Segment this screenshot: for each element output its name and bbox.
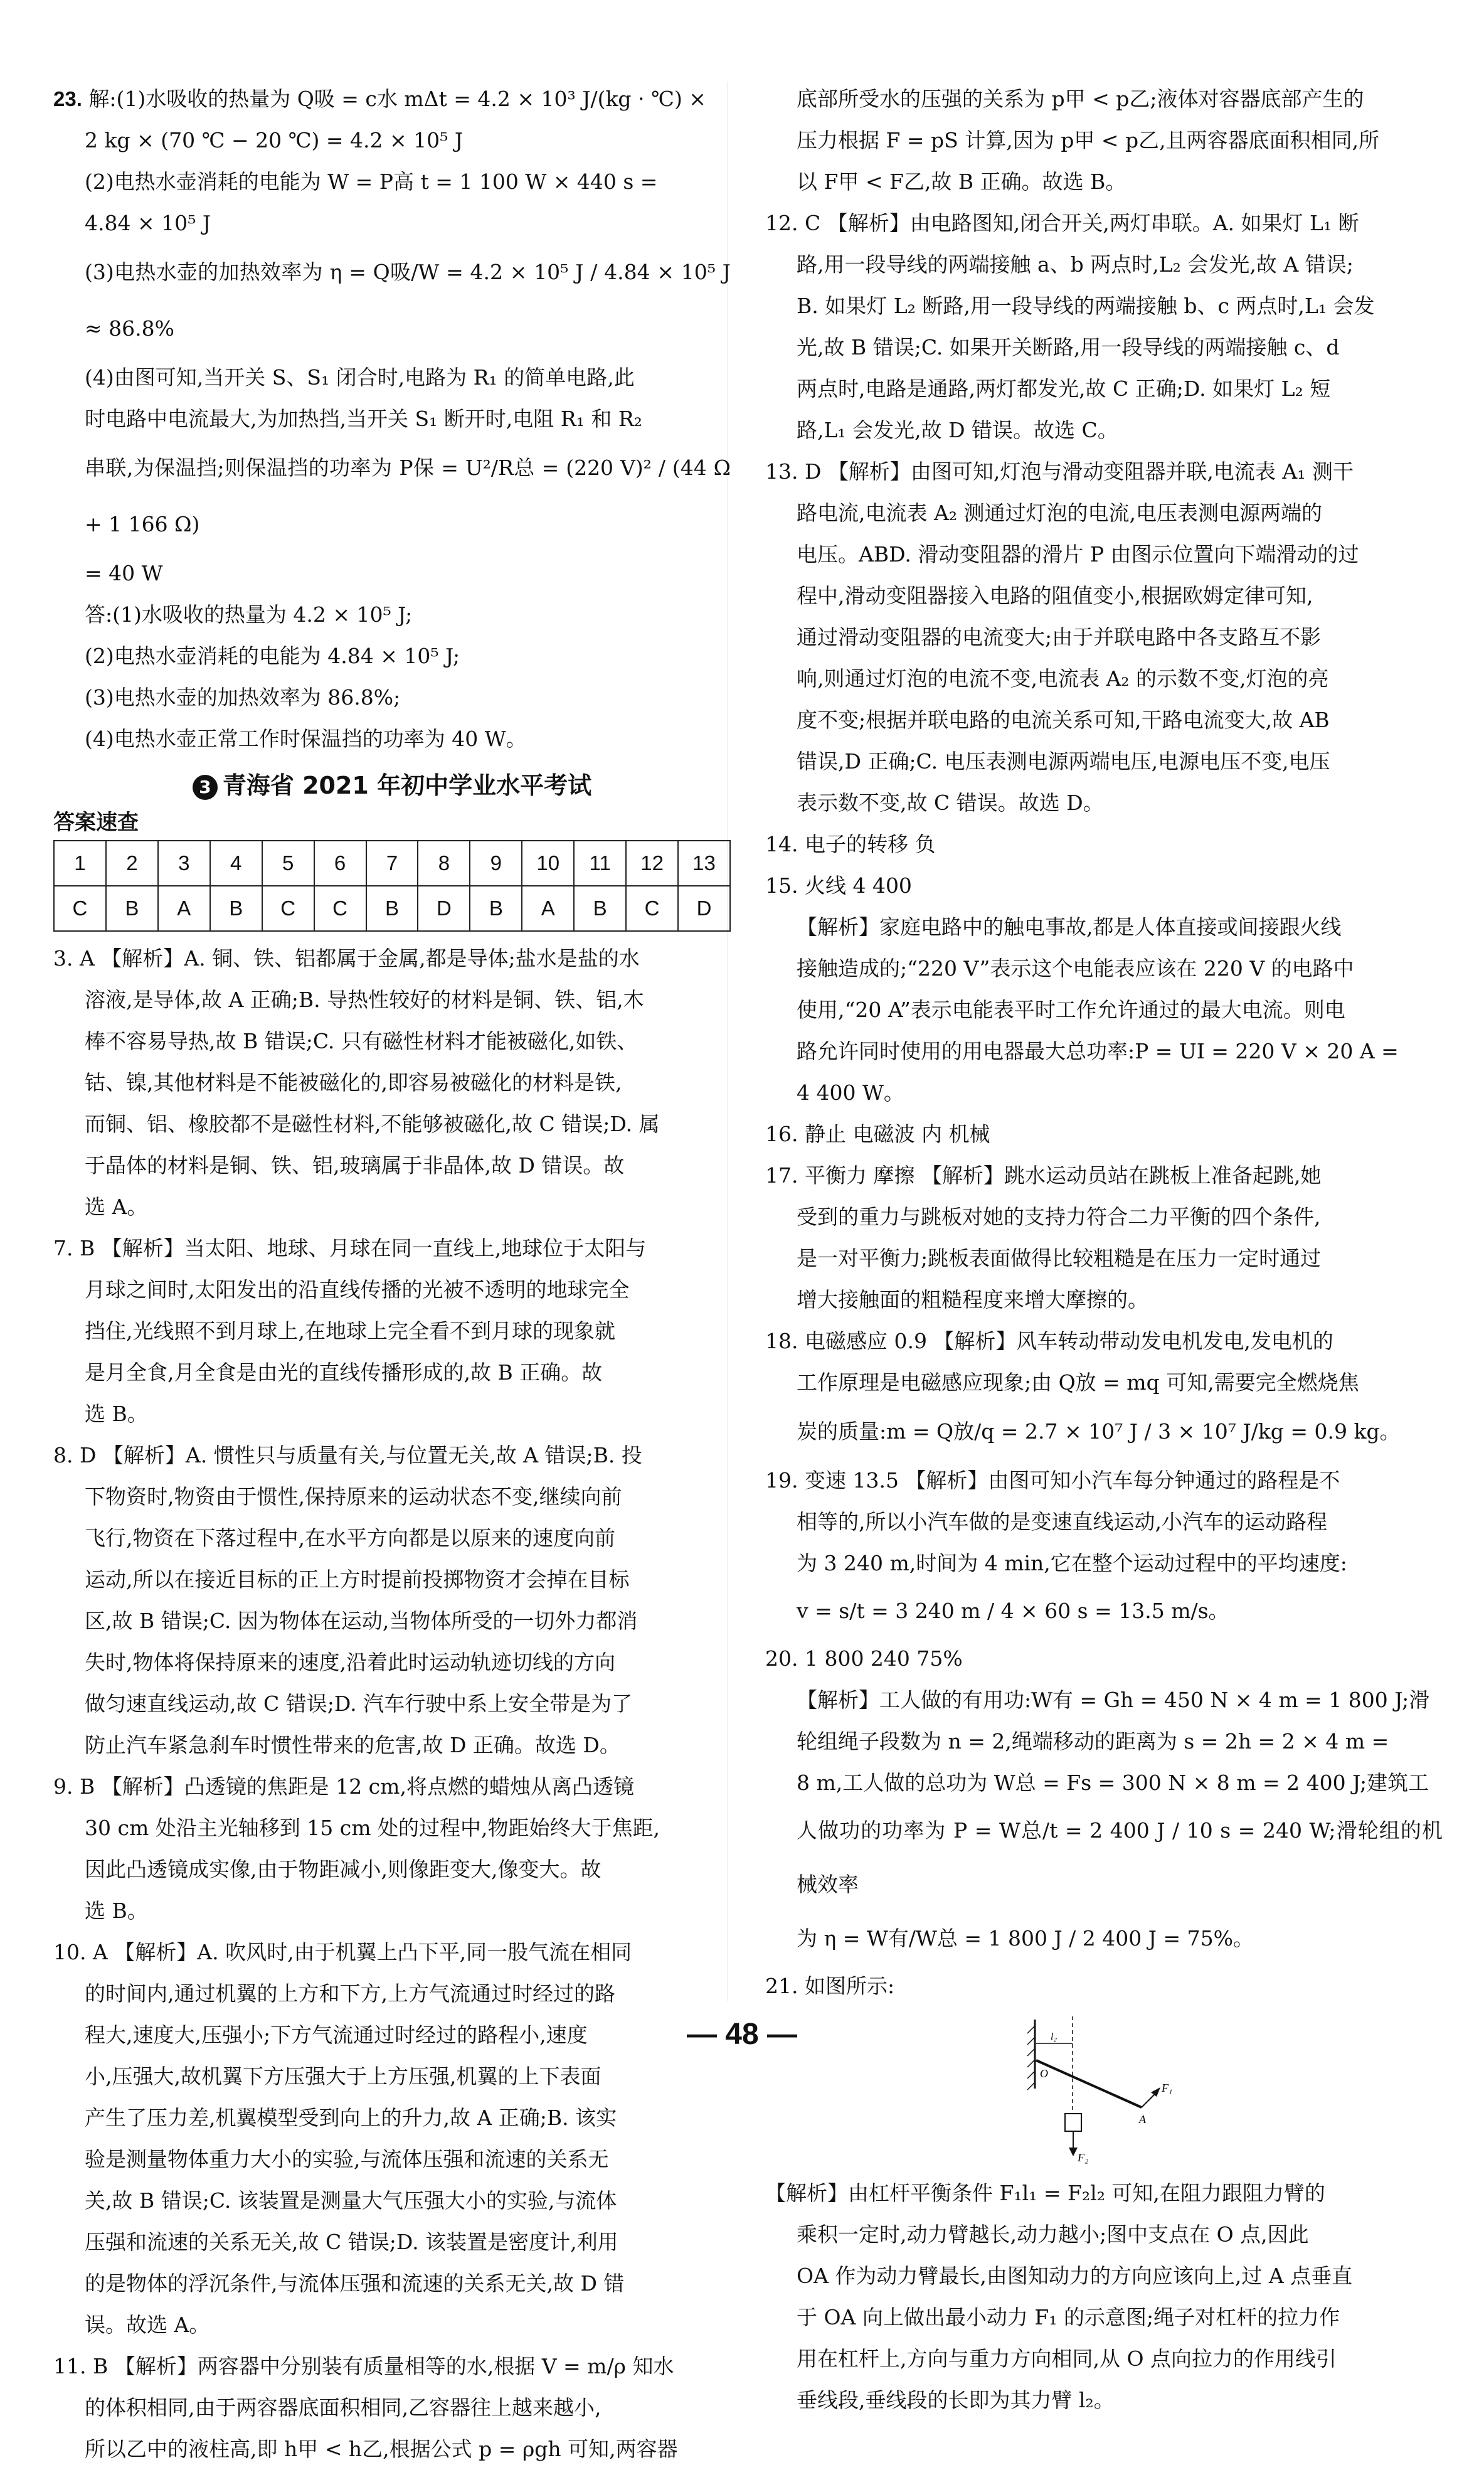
table-cell: B <box>106 886 158 931</box>
text-line: 验是测量物体重力大小的实验,与流体压强和流速的关系无 <box>85 2147 609 2171</box>
table-cell: C <box>626 886 678 931</box>
force-f2-arrowhead <box>1069 2148 1078 2156</box>
text-line: 路允许同时使用的用电器最大总功率:P = UI = 220 V × 20 A = <box>797 1039 1399 1063</box>
answer-23 <box>53 78 731 760</box>
text-line: 20. 1 800 240 75% <box>765 1646 963 1671</box>
text-line: 增大接触面的粗糙程度来增大摩擦的。 <box>797 1287 1148 1312</box>
table-cell: 1 <box>54 841 106 886</box>
text-line: 关,故 B 错误;C. 该装置是测量大气压强大小的实验,与流体 <box>85 2188 617 2213</box>
text-line: 于 OA 向上做出最小动力 F₁ 的示意图;绳子对杠杆的拉力作 <box>797 2305 1340 2329</box>
answer-18 <box>765 1321 1443 1460</box>
text-line: 选 B。 <box>85 1402 148 1426</box>
text-line: 电压。ABD. 滑动变阻器的滑片 P 由图示位置向下端滑动的过 <box>797 542 1359 567</box>
answer-9 <box>53 1766 731 1932</box>
text-line: 30 cm 处沿主光轴移到 15 cm 处的过程中,物距始终大于焦距, <box>85 1816 660 1840</box>
text-line: OA 作为动力臂最长,由图知动力的方向应该向上,过 A 点垂直 <box>797 2264 1353 2288</box>
text-line: 棒不容易导热,故 B 错误;C. 只有磁性材料才能被磁化,如铁、 <box>85 1029 638 1053</box>
text-line: = 40 W <box>85 561 163 585</box>
text-line: 工作原理是电磁感应现象;由 Q放 = mq 可知,需要完全燃烧焦 <box>797 1370 1359 1395</box>
text-line: (3)电热水壶的加热效率为 86.8%; <box>85 685 401 710</box>
text-line: 错误,D 正确;C. 电压表测电源两端电压,电源电压不变,电压 <box>797 749 1330 774</box>
text-line: (4)由图可知,当开关 S、S₁ 闭合时,电路为 R₁ 的简单电路,此 <box>85 365 635 390</box>
text-line: 串联,为保温挡;则保温挡的功率为 P保 = U²/R总 = (220 V)² / (44 Ω + 1 166 Ω) <box>85 455 731 536</box>
text-line: 用在杠杆上,方向与重力方向相同,从 O 点向拉力的作用线引 <box>797 2346 1337 2371</box>
table-cell: B <box>574 886 626 931</box>
text-line: 产生了压力差,机翼模型受到向上的升力,故 A 正确;B. 该实 <box>85 2105 617 2130</box>
table-cell: C <box>314 886 366 931</box>
text-line: 9. B 【解析】凸透镜的焦距是 12 cm,将点燃的蜡烛从离凸透镜 <box>53 1774 634 1799</box>
text-line: 15. 火线 4 400 <box>765 873 912 898</box>
text-line: 下物资时,物资由于惯性,保持原来的运动状态不变,继续向前 <box>85 1484 622 1509</box>
text-line: 7. B 【解析】当太阳、地球、月球在同一直线上,地球位于太阳与 <box>53 1236 647 1260</box>
arm-l2-label: l₂ <box>1051 2031 1057 2042</box>
text-line: 月球之间时,太阳发出的沿直线传播的光被不透明的地球完全 <box>85 1277 630 1302</box>
answer-8 <box>53 1435 731 1766</box>
text-line: 【解析】工人做的有用功:W有 = Gh = 450 N × 4 m = 1 800 J;滑 <box>797 1688 1430 1712</box>
text-line: 通过滑动变阻器的电流变大;由于并联电路中各支路互不影 <box>797 625 1322 649</box>
text-line: 路,L₁ 会发光,故 D 错误。故选 C。 <box>797 418 1118 442</box>
table-cell: 13 <box>678 841 730 886</box>
text-line: 防止汽车紧急刹车时惯性带来的危害,故 D 正确。故选 D。 <box>85 1733 620 1757</box>
text-line: 相等的,所以小汽车做的是变速直线运动,小汽车的运动路程 <box>797 1509 1327 1534</box>
text-line: 钴、镍,其他材料是不能被磁化的,即容易被磁化的材料是铁, <box>85 1070 622 1095</box>
text-line: 人做功的功率为 P = W总/t = 2 400 J / 10 s = 240 W;滑轮组的机械效率 <box>797 1818 1443 1897</box>
table-cell: 5 <box>262 841 314 886</box>
table-cell: 11 <box>574 841 626 886</box>
text-line: 8. D 【解析】A. 惯性只与质量有关,与位置无关,故 A 错误;B. 投 <box>53 1443 642 1467</box>
text-line: 两点时,电路是通路,两灯都发光,故 C 正确;D. 如果灯 L₂ 短 <box>797 376 1331 401</box>
answer-11-continued <box>765 78 1443 203</box>
text-line: 2 kg × (70 ℃ − 20 ℃) = 4.2 × 10⁵ J <box>85 128 464 152</box>
text-line: 时电路中电流最大,为加热挡,当开关 S₁ 断开时,电阻 R₁ 和 R₂ <box>85 407 642 431</box>
text-line: 13. D 【解析】由图可知,灯泡与滑动变阻器并联,电流表 A₁ 测干 <box>765 459 1354 484</box>
text-line: 压强和流速的关系无关,故 C 错误;D. 该装置是密度计,利用 <box>85 2230 618 2254</box>
answer-21-analysis <box>765 2173 1443 2421</box>
text-line: 响,则通过灯泡的电流不变,电流表 A₂ 的示数不变,灯泡的亮 <box>797 666 1329 691</box>
text-line: (2)电热水壶消耗的电能为 W = P高 t = 1 100 W × 440 s = <box>85 169 658 194</box>
text-line: (4)电热水壶正常工作时保温挡的功率为 40 W。 <box>85 727 527 751</box>
weight-block <box>1065 2114 1081 2131</box>
text-line: 10. A 【解析】A. 吹风时,由于机翼上凸下平,同一股气流在相同 <box>53 1940 632 1964</box>
answer-7 <box>53 1228 731 1435</box>
table-cell: B <box>470 886 522 931</box>
question-number: 23. <box>53 87 82 110</box>
text-line: 3. A 【解析】A. 铜、铁、铝都属于金属,都是导体;盐水是盐的水 <box>53 946 640 971</box>
text-line: 飞行,物资在下落过程中,在水平方向都是以原来的速度向前 <box>85 1526 615 1550</box>
table-cell: 2 <box>106 841 158 886</box>
table-cell: 10 <box>522 841 574 886</box>
text-line: 于晶体的材料是铜、铁、铝,玻璃属于非晶体,故 D 错误。故 <box>85 1153 625 1178</box>
text-line: 底部所受水的压强的关系为 p甲 < p乙;液体对容器底部产生的 <box>797 87 1364 111</box>
text-line: 失时,物体将保持原来的速度,沿着此时运动轨迹切线的方向 <box>85 1650 615 1674</box>
table-cell: 4 <box>210 841 262 886</box>
text-line: 而铜、铝、橡胶都不是磁性材料,不能够被磁化,故 C 错误;D. 属 <box>85 1112 660 1136</box>
text-line: 误。故选 A。 <box>85 2313 210 2337</box>
text-line: 小,压强大,故机翼下方压强大于上方压强,机翼的上下表面 <box>85 2064 602 2089</box>
text-line: 轮组绳子段数为 n = 2,绳端移动的距离为 s = 2h = 2 × 4 m = <box>797 1729 1389 1754</box>
section-number-badge: 3 <box>193 775 218 800</box>
text-line: 19. 变速 13.5 【解析】由图可知小汽车每分钟通过的路程是不 <box>765 1468 1340 1493</box>
text-line: 8 m,工人做的总功为 W总 = Fs = 300 N × 8 m = 2 400 J;建筑工 <box>797 1770 1429 1795</box>
table-cell: A <box>158 886 210 931</box>
text-line: 受到的重力与跳板对她的支持力符合二力平衡的四个条件, <box>797 1205 1321 1229</box>
answer-table <box>53 840 731 932</box>
text-line: 18. 电磁感应 0.9 【解析】风车转动带动发电机发电,发电机的 <box>765 1329 1333 1353</box>
table-cell: B <box>210 886 262 931</box>
point-a-label: A <box>1139 2113 1146 2126</box>
answer-13 <box>765 451 1443 824</box>
text-line: 是一对平衡力;跳板表面做得比较粗糙是在压力一定时通过 <box>797 1246 1322 1270</box>
answer-3 <box>53 938 731 1228</box>
text-line: 选 A。 <box>85 1195 148 1219</box>
table-cell: 7 <box>366 841 418 886</box>
text-line: 挡住,光线照不到月球上,在地球上完全看不到月球的现象就 <box>85 1319 615 1343</box>
text-line: 区,故 B 错误;C. 因为物体在运动,当物体所受的一切外力都消 <box>85 1609 638 1633</box>
section-title <box>53 764 731 807</box>
table-cell: D <box>418 886 470 931</box>
lever-bar <box>1036 2060 1142 2107</box>
text-line: 路电流,电流表 A₂ 测通过灯泡的电流,电压表测电源两端的 <box>797 501 1323 525</box>
answer-14: 14. 电子的转移 负 <box>765 832 936 856</box>
point-o-label: O <box>1040 2067 1048 2080</box>
text-line: 17. 平衡力 摩擦 【解析】跳水运动员站在跳板上准备起跳,她 <box>765 1163 1322 1188</box>
text-line: 【解析】家庭电路中的触电事故,都是人体直接或间接跟火线 <box>797 915 1342 939</box>
text-line: 为 η = W有/W总 = 1 800 J / 2 400 J = 75%。 <box>797 1926 1254 1951</box>
table-cell: 12 <box>626 841 678 886</box>
answer-21: 21. 如图所示: <box>765 1974 895 1998</box>
answer-16: 16. 静止 电磁波 内 机械 <box>765 1122 990 1146</box>
text-line: 程中,滑动变阻器接入电路的阻值变小,根据欧姆定律可知, <box>797 583 1313 608</box>
text-line: 程大,速度大,压强小;下方气流通过时经过的路程小,速度 <box>85 2023 588 2047</box>
answer-15 <box>765 865 1443 1114</box>
text-line: (3)电热水壶的加热效率为 η = Q吸/W = 4.2 × 10⁵ J / 4.84 × 10⁵ J ≈ 86.8% <box>85 260 731 341</box>
text-line: 运动,所以在接近目标的正上方时提前投掷物资才会掉在目标 <box>85 1567 630 1592</box>
text-line: 炭的质量:m = Q放/q = 2.7 × 10⁷ J / 3 × 10⁷ J/kg = 0.9 kg。 <box>797 1419 1401 1444</box>
text-line: 溶液,是导体,故 A 正确;B. 导热性较好的材料是铜、铁、铝,木 <box>85 987 644 1012</box>
force-f2-label: F₂ <box>1078 2151 1089 2164</box>
table-cell: 8 <box>418 841 470 886</box>
text-line: 因此凸透镜成实像,由于物距减小,则像距变大,像变大。故 <box>85 1857 602 1882</box>
answer-10 <box>53 1932 731 2346</box>
answer-table-numbers-row <box>54 841 730 886</box>
text-line: 的时间内,通过机翼的上方和下方,上方气流通过时经过的路 <box>85 1981 615 2006</box>
text-line: (2)电热水壶消耗的电能为 4.84 × 10⁵ J; <box>85 644 460 668</box>
answer-11 <box>53 2346 731 2470</box>
text-line: 【解析】由杠杆平衡条件 F₁l₁ = F₂l₂ 可知,在阻力跟阻力臂的 <box>765 2181 1325 2205</box>
section-title-text: 青海省 2021 年初中学业水平考试 <box>222 772 592 799</box>
text-line: 垂线段,垂线段的长即为其力臂 l₂。 <box>797 2388 1115 2412</box>
answer-12 <box>765 203 1443 451</box>
text-line: 乘积一定时,动力臂越长,动力越小;图中支点在 O 点,因此 <box>797 2222 1309 2247</box>
text-line: 答:(1)水吸收的热量为 4.2 × 10⁵ J; <box>85 602 413 627</box>
text-line: B. 如果灯 L₂ 断路,用一段导线的两端接触 b、c 两点时,L₁ 会发 <box>797 294 1375 318</box>
table-cell: C <box>262 886 314 931</box>
text-line: 11. B 【解析】两容器中分别装有质量相等的水,根据 V = m/ρ 知水 <box>53 2354 674 2378</box>
force-f1-label: F₁ <box>1162 2082 1173 2094</box>
text-line: 度不变;根据并联电路的电流关系可知,干路电流变大,故 AB <box>797 708 1330 732</box>
page-number: — 48 — <box>686 2018 798 2051</box>
answer-20 <box>765 1638 1443 1966</box>
text-line: 4.84 × 10⁵ J <box>85 211 211 235</box>
left-column <box>53 78 731 2470</box>
text-line: 的是物体的浮沉条件,与流体压强和流速的关系无关,故 D 错 <box>85 2271 625 2296</box>
text-line: 使用,“20 A”表示电能表平时工作允许通过的最大电流。则电 <box>797 998 1345 1022</box>
text-line: v = s/t = 3 240 m / 4 × 60 s = 13.5 m/s。 <box>797 1599 1229 1623</box>
text-line: 12. C 【解析】由电路图知,闭合开关,两灯串联。A. 如果灯 L₁ 断 <box>765 211 1359 235</box>
text-line: 光,故 B 错误;C. 如果开关断路,用一段导线的两端接触 c、d <box>797 335 1340 359</box>
text-line: 表示数不变,故 C 错误。故选 D。 <box>797 791 1104 815</box>
table-cell: 3 <box>158 841 210 886</box>
table-cell: C <box>54 886 106 931</box>
text-line: 选 B。 <box>85 1898 148 1923</box>
text-line: 4 400 W。 <box>797 1080 904 1105</box>
text-line: 所以乙中的液柱高,即 h甲 < h乙,根据公式 p = ρgh 可知,两容器 <box>85 2437 678 2461</box>
text-line: 为 3 240 m,时间为 4 min,它在整个运动过程中的平均速度: <box>797 1551 1347 1575</box>
table-cell: 6 <box>314 841 366 886</box>
text-line: 解:(1)水吸收的热量为 Q吸 = c水 mΔt = 4.2 × 10³ J/(kg · ℃) × <box>88 87 706 111</box>
text-line: 压力根据 F = pS 计算,因为 p甲 < p乙,且两容器底面积相同,所 <box>797 128 1380 152</box>
text-line: 以 F甲 < F乙,故 B 正确。故选 B。 <box>797 169 1126 194</box>
table-cell: D <box>678 886 730 931</box>
table-cell: 9 <box>470 841 522 886</box>
answer-17 <box>765 1155 1443 1321</box>
answer-table-answers-row <box>54 886 730 931</box>
table-cell: B <box>366 886 418 931</box>
force-f1-arrowhead <box>1151 2087 1160 2097</box>
right-column <box>765 78 1443 2421</box>
text-line: 接触造成的;“220 V”表示这个电能表应该在 220 V 的电路中 <box>797 956 1354 981</box>
answer-19 <box>765 1460 1443 1638</box>
text-line: 做匀速直线运动,故 C 错误;D. 汽车行驶中系上安全带是为了 <box>85 1691 633 1716</box>
quick-answer-title: 答案速查 <box>53 810 139 835</box>
text-line: 的体积相同,由于两容器底面积相同,乙容器往上越来越小, <box>85 2395 602 2420</box>
table-cell: A <box>522 886 574 931</box>
text-line: 路,用一段导线的两端接触 a、b 两点时,L₂ 会发光,故 A 错误; <box>797 252 1354 277</box>
text-line: 是月全食,月全食是由光的直线传播形成的,故 B 正确。故 <box>85 1360 603 1385</box>
